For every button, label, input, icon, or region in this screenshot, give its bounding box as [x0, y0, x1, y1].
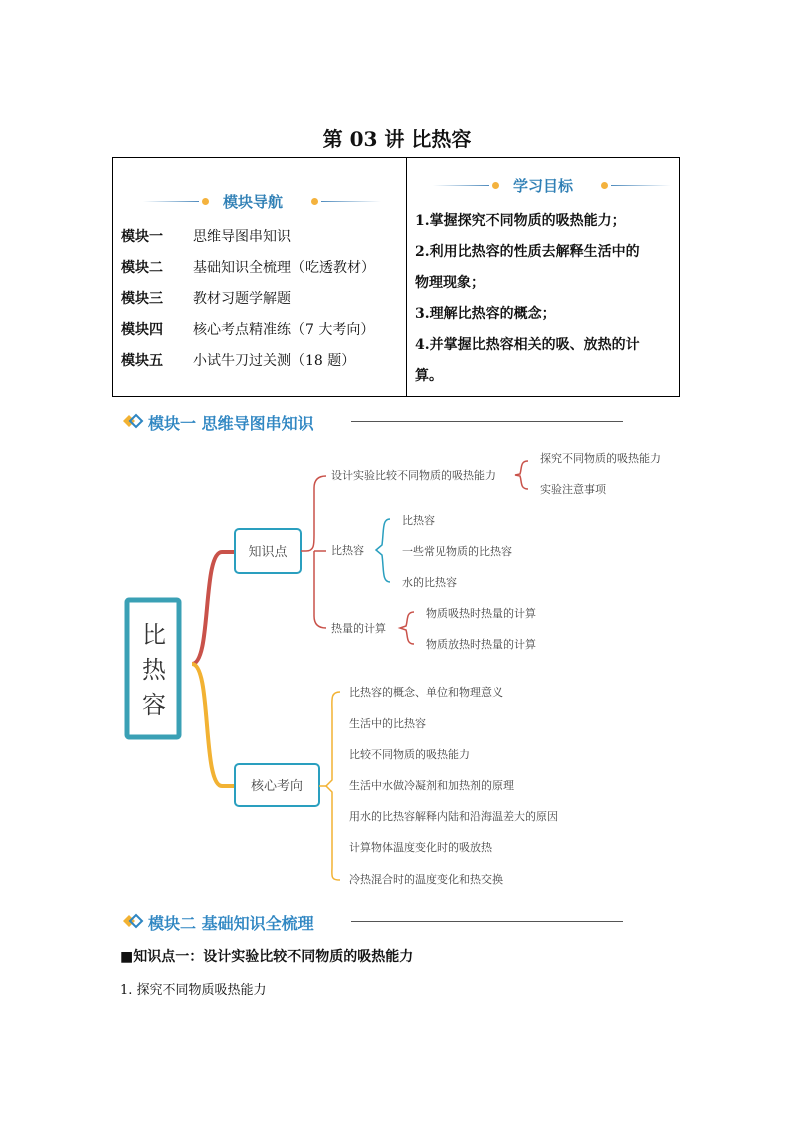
root-connector-lower: [192, 664, 235, 786]
group-item: 实验注意事项: [540, 483, 606, 496]
goals-header: 学习目标: [513, 177, 574, 195]
page-title: 第 03 讲 比热容: [322, 127, 472, 151]
nav-item-1[interactable]: 模块一 思维导图串知识: [121, 229, 291, 245]
nav-item-5[interactable]: 模块五 小试牛刀过关测（18 题）: [121, 353, 356, 369]
section2-title: 模块二 基础知识全梳理: [148, 914, 314, 933]
nav-item-2[interactable]: 模块二 基础知识全梳理（吃透教材）: [121, 260, 375, 276]
section2-diamond-icon: [121, 911, 145, 935]
core-item: 用水的比热容解释内陆和沿海温差大的原因: [349, 810, 558, 823]
group-item: 物质放热时热量的计算: [426, 638, 536, 651]
goals-header-line-right: [611, 185, 671, 186]
goals-header-dot-right: [601, 182, 608, 189]
root-char: 热: [142, 656, 166, 684]
core-item: 比热容的概念、单位和物理意义: [349, 686, 503, 699]
goal-line: 1.掌握探究不同物质的吸热能力；: [415, 213, 626, 229]
nav-header-dot-right: [311, 198, 318, 205]
nav-list: [121, 222, 405, 377]
nav-item-3[interactable]: 模块三 教材习题学解题: [121, 291, 291, 307]
table-divider: [406, 158, 407, 396]
group-item: 一些常见物质的比热容: [402, 545, 512, 558]
nav-item-4[interactable]: 模块四 核心考点精准练（7 大考向）: [121, 322, 375, 338]
group-label: 设计实验比较不同物质的吸热能力: [331, 469, 496, 482]
core-item: 计算物体温度变化时的吸放热: [349, 841, 492, 854]
paragraph: 1. 探究不同物质吸热能力: [120, 983, 267, 998]
branch-label-knowledge: 知识点: [248, 545, 288, 560]
goals-header-dot-left: [492, 182, 499, 189]
goal-line: 2.利用比热容的性质去解释生活中的: [415, 244, 640, 260]
group-item: 比热容: [402, 514, 435, 527]
core-item: 冷热混合时的温度变化和热交换: [349, 873, 503, 886]
goal-line: 算。: [415, 368, 443, 384]
core-item: 比较不同物质的吸热能力: [349, 748, 470, 761]
core-item: 生活中的比热容: [349, 717, 426, 730]
nav-header: 模块导航: [223, 193, 284, 211]
knowledge-point-heading: ■知识点一：设计实验比较不同物质的吸热能力: [120, 949, 414, 965]
core-item: 生活中水做冷凝剂和加热剂的原理: [349, 779, 514, 792]
group-item: 物质吸热时热量的计算: [426, 607, 536, 620]
overview-table: [112, 157, 680, 397]
root-char: 比: [142, 621, 166, 649]
nav-header-line-right: [321, 201, 381, 202]
section1-title: 模块一 思维导图串知识: [148, 414, 314, 433]
group-item: 水的比热容: [402, 576, 457, 589]
goals-list: [415, 206, 677, 392]
mind-map: [0, 440, 794, 900]
nav-header-line-left: [143, 201, 199, 202]
section1-rule: [351, 421, 623, 422]
section1-diamond-icon: [121, 411, 145, 435]
root-connector-upper: [192, 552, 235, 664]
group-label: 比热容: [331, 544, 364, 557]
goals-header-line-left: [433, 185, 489, 186]
nav-header-dot-left: [202, 198, 209, 205]
root-char: 容: [142, 691, 166, 719]
branch-label-core: 核心考向: [250, 779, 304, 794]
goal-line: 物理现象；: [415, 275, 485, 291]
group-item: 探究不同物质的吸热能力: [540, 452, 661, 465]
group-label: 热量的计算: [331, 622, 386, 635]
section2-rule: [351, 921, 623, 922]
goal-line: 3.理解比热容的概念；: [415, 306, 556, 322]
goal-line: 4.并掌握比热容相关的吸、放热的计: [415, 337, 640, 353]
